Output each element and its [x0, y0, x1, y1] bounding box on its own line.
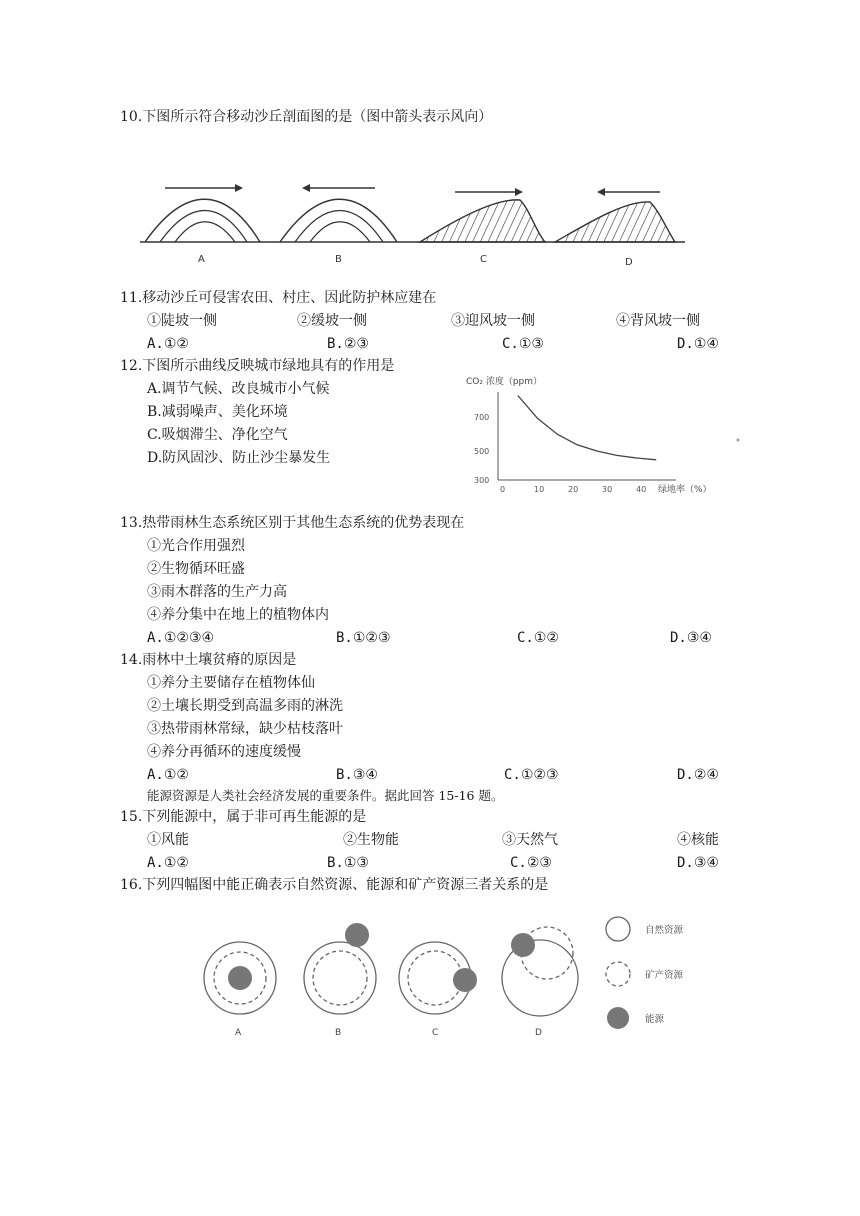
q11-option-c: C.①③ — [502, 336, 544, 352]
label-a: A — [235, 1028, 242, 1038]
legend-natural-label: 自然资源 — [645, 925, 684, 936]
legend-energy-icon — [607, 1007, 629, 1029]
label-b: B — [335, 1028, 342, 1038]
natural-resource-circle — [304, 942, 376, 1014]
q14-option-a: A.①② — [147, 767, 189, 783]
q13-stem: 13.热带雨林生态系统区别于其他生态系统的优势表现在 — [120, 515, 465, 531]
q13-option-d: D.③④ — [670, 630, 712, 646]
q14-stem: 14.雨林中土壤贫瘠的原因是 — [120, 652, 297, 668]
q15-item-2: ②生物能 — [343, 832, 399, 848]
q15-option-b: B.①③ — [327, 855, 369, 871]
q12-co2-chart — [458, 370, 738, 495]
y-tick-500: 500 — [474, 447, 490, 456]
arrow-right-icon — [235, 184, 243, 192]
q11-option-d: D.①④ — [677, 336, 719, 352]
q14-item-4: ④养分再循环的速度缓慢 — [147, 744, 301, 760]
q11-option-b: B.②③ — [327, 336, 369, 352]
q11-item-1: ①陡坡一侧 — [147, 313, 217, 329]
arrow-right-icon — [515, 188, 523, 196]
q14-item-1: ①养分主要储存在植物体仙 — [147, 675, 315, 691]
energy-circle — [453, 968, 477, 992]
y-tick-300: 300 — [474, 476, 490, 485]
dune-c — [420, 188, 545, 265]
q16-resource-figure — [195, 905, 715, 1040]
q13-option-a: A.①②③④ — [147, 630, 215, 646]
q14-option-c: C.①②③ — [504, 767, 559, 783]
arrow-left-icon — [302, 184, 310, 192]
x-tick-10: 10 — [534, 485, 545, 494]
diagram-b — [304, 923, 376, 1038]
q10-stem: 10.下图所示符合移动沙丘剖面图的是（图中箭头表示风向） — [120, 109, 493, 125]
q11-option-a: A.①② — [147, 336, 189, 352]
q15-option-d: D.③④ — [677, 855, 719, 871]
q12-stem: 12.下图所示曲线反映城市绿地具有的作用是 — [120, 358, 395, 374]
q15-item-4: ④核能 — [677, 832, 719, 848]
q11-item-2: ②缓坡一侧 — [297, 313, 367, 329]
label-a: A — [198, 254, 205, 265]
q12-option-a: A.调节气候、改良城市小气候 — [147, 381, 330, 397]
label-b: B — [335, 254, 342, 265]
q11-item-3: ③迎风坡一侧 — [451, 313, 535, 329]
diagram-a — [204, 942, 276, 1038]
q14-option-d: D.②④ — [677, 767, 719, 783]
q12-option-b: B.减弱噪声、美化环境 — [147, 404, 288, 420]
x-tick-30: 30 — [602, 485, 613, 494]
stray-mark: • — [735, 436, 741, 447]
label-c: C — [432, 1028, 439, 1038]
q14-option-b: B.③④ — [336, 767, 378, 783]
q11-stem: 11.移动沙丘可侵害农田、村庄、因此防护林应建在 — [120, 290, 437, 306]
q13-option-b: B.①②③ — [336, 630, 391, 646]
legend-natural-icon — [606, 917, 630, 941]
intro-15-16: 能源资源是人类社会经济发展的重要条件。据此回答 15-16 题。 — [147, 788, 504, 803]
dune-d — [555, 188, 675, 268]
legend — [606, 917, 684, 1029]
q11-item-4: ④背风坡一侧 — [616, 313, 700, 329]
q15-option-a: A.①② — [147, 855, 189, 871]
x-tick-40: 40 — [636, 485, 647, 494]
x-tick-0: 0 — [500, 485, 506, 494]
q13-item-1: ①光合作用强烈 — [147, 538, 245, 554]
label-c: C — [480, 254, 487, 265]
energy-circle — [511, 933, 535, 957]
q16-stem: 16.下列四幅图中能正确表示自然资源、能源和矿产资源三者关系的是 — [120, 877, 549, 893]
co2-series-line — [518, 396, 656, 460]
legend-energy-label: 能源 — [645, 1014, 665, 1025]
diagram-d — [502, 927, 578, 1038]
q12-option-d: D.防风固沙、防止沙尘暴发生 — [147, 450, 331, 466]
q15-option-c: C.②③ — [510, 855, 552, 871]
q14-item-3: ③热带雨林常绿，缺少枯枝落叶 — [147, 721, 343, 737]
energy-circle — [345, 923, 369, 947]
y-tick-700: 700 — [474, 413, 490, 422]
energy-circle — [228, 966, 252, 990]
legend-mineral-icon — [606, 962, 630, 986]
dune-b — [280, 184, 397, 265]
q14-item-2: ②土壤长期受到高温多雨的淋洗 — [147, 698, 343, 714]
q15-item-3: ③天然气 — [502, 832, 558, 848]
label-d: D — [625, 257, 633, 268]
mineral-resource-circle — [313, 951, 367, 1005]
q10-dune-figure — [135, 170, 695, 275]
q15-item-1: ①风能 — [147, 832, 189, 848]
diagram-c — [399, 942, 477, 1038]
q13-option-c: C.①② — [517, 630, 559, 646]
chart-xlabel: 绿地率（%） — [658, 485, 712, 495]
q13-item-4: ④养分集中在地上的植物体内 — [147, 607, 329, 623]
dune-a — [145, 184, 260, 265]
chart-ylabel: CO₂ 浓度（ppm） — [466, 377, 543, 387]
legend-mineral-label: 矿产资源 — [645, 970, 684, 981]
label-d: D — [535, 1028, 542, 1038]
q15-stem: 15.下列能源中，属于非可再生能源的是 — [120, 809, 367, 825]
q13-item-3: ③雨木群落的生产力高 — [147, 584, 287, 600]
q12-option-c: C.吸烟滞尘、净化空气 — [147, 427, 288, 443]
x-tick-20: 20 — [568, 485, 579, 494]
q13-item-2: ②生物循环旺盛 — [147, 561, 245, 577]
arrow-left-icon — [597, 188, 605, 196]
